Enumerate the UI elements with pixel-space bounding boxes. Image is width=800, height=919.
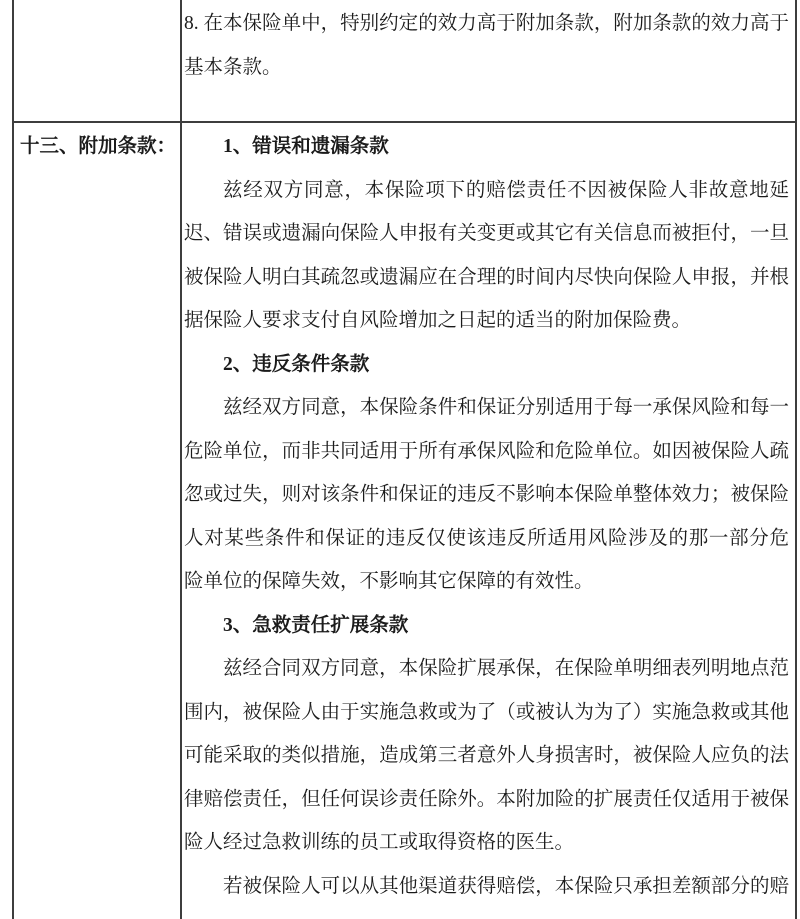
text-line: 围内，被保险人由于实施急救或为了（或被认为为了）实施急救或其他 <box>184 701 789 723</box>
text-line: 2、违反条件条款 <box>223 353 370 375</box>
text-line: 3、急救责任扩展条款 <box>223 614 409 636</box>
text-line: 人对某些条件和保证的违反仅使该违反所适用风险涉及的那一部分危 <box>184 527 789 549</box>
text-line: 据保险人要求支付自风险增加之日起的适当的附加保险费。 <box>184 310 692 331</box>
table-row-additional-clauses <box>14 123 795 919</box>
additional-clauses-text <box>182 123 795 919</box>
text-line: 8. 在本保险单中，特别约定的效力高于附加条款，附加条款的效力高于 <box>184 13 789 34</box>
text-line: 律赔偿责任，但任何误诊责任除外。本附加险的扩展责任仅适用于被保 <box>184 788 789 810</box>
text-line: 忽或过失，则对该条件和保证的违反不影响本保险单整体效力；被保险 <box>184 484 789 505</box>
text-line: 若被保险人可以从其他渠道获得赔偿，本保险只承担差额部分的赔 <box>223 875 789 897</box>
text-line: 可能采取的类似措施，造成第三者意外人身损害时，被保险人应负的法 <box>184 745 789 766</box>
text-line: 兹经双方同意，本保险条件和保证分别适用于每一承保风险和每一 <box>223 397 789 418</box>
text-line: 兹经合同双方同意，本保险扩展承保，在保险单明细表列明地点范 <box>223 658 789 679</box>
section-label-empty <box>14 0 182 121</box>
policy-clauses-table <box>12 0 797 919</box>
table-row-special-agreement <box>14 0 795 123</box>
text-line: 兹经双方同意，本保险项下的赔偿责任不因被保险人非故意地延 <box>223 179 789 201</box>
text-line: 迟、错误或遗漏向保险人申报有关变更或其它有关信息而被拒付，一旦 <box>184 223 789 244</box>
section-label-additional-clauses: 十三、附加条款： <box>14 123 182 919</box>
text-line: 险人经过急救训练的员工或取得资格的医生。 <box>184 832 575 853</box>
text-line: 险单位的保障失效，不影响其它保障的有效性。 <box>184 571 594 592</box>
text-line: 危险单位，而非共同适用于所有承保风险和危险单位。如因被保险人疏 <box>184 440 789 462</box>
special-agreement-clause-text <box>182 0 795 121</box>
text-line: 基本条款。 <box>184 56 282 78</box>
text-line: 1、错误和遗漏条款 <box>223 136 389 157</box>
text-line: 被保险人明白其疏忽或遗漏应在合理的时间内尽快向保险人申报，并根 <box>184 266 789 288</box>
